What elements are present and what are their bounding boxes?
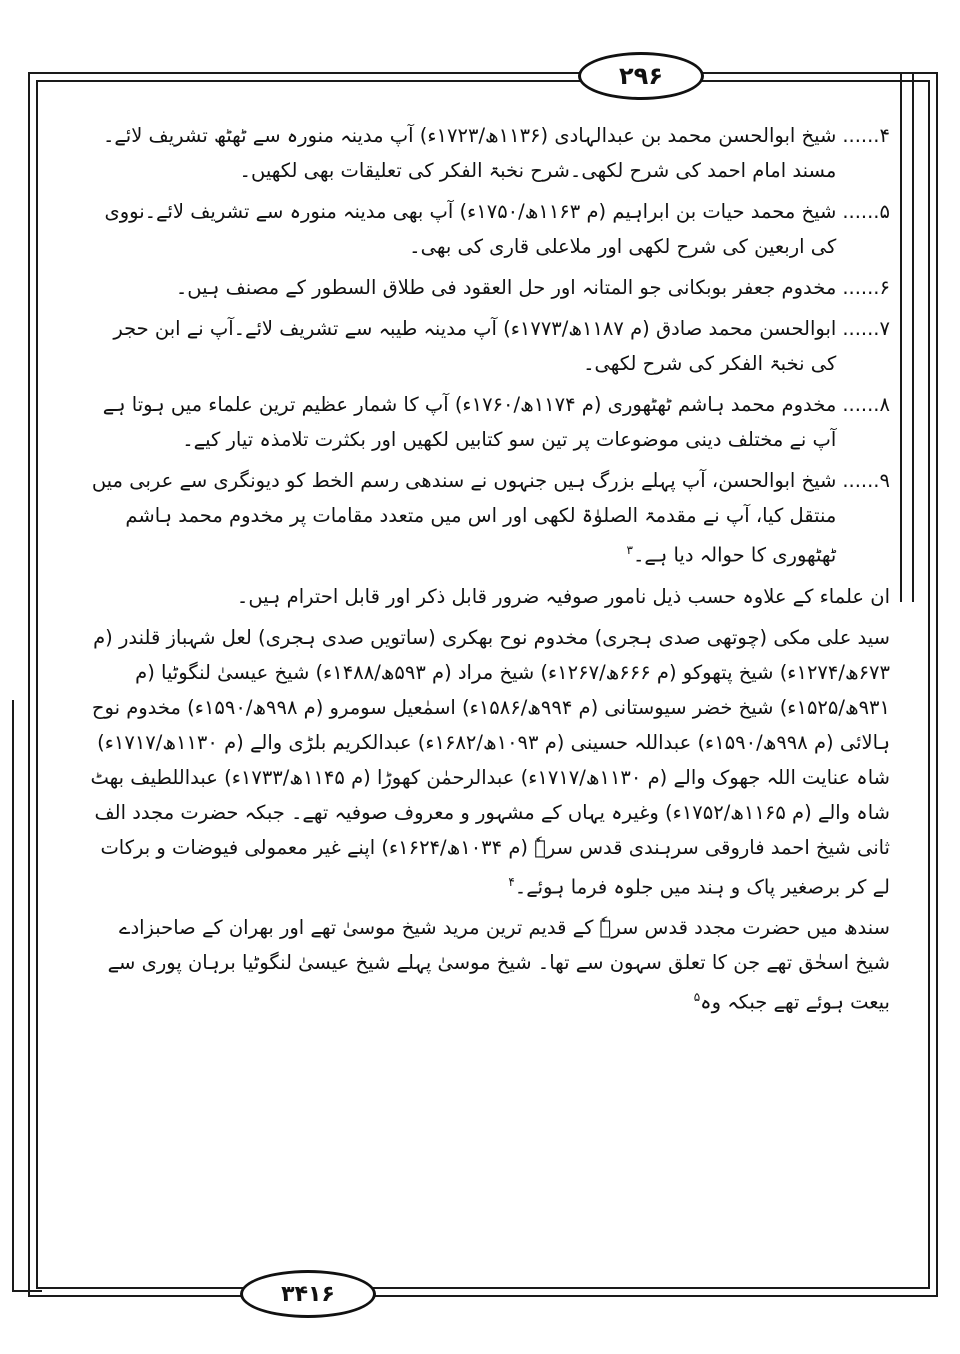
item-text: شیخ ابوالحسن محمد بن عبدالہادی (۱۱۳۶ھ/۱۷۲۳ء) آپ مدینہ منورہ سے ٹھٹھ تشریف لائے۔ مسند امام احمد کی شرح لکھی۔شرح نخبۃ الفکر کی تعلیقات بھی لکھیں۔: [102, 124, 837, 182]
item-number: ۶......: [842, 276, 890, 299]
intro-paragraph: ان علماء کے علاوہ حسب ذیل نامور صوفیہ ضرور قابل ذکر اور قابل احترام ہیں۔: [236, 584, 890, 608]
footnote-marker: ۵: [693, 990, 701, 1004]
item-text-wrap: [90, 463, 836, 573]
item-text: مخدوم جعفر بوبکانی جو المتانہ اور حل العقود فی طلاق السطور کے مصنف ہیں۔: [175, 276, 837, 299]
list-item: [90, 118, 890, 188]
right-rule-1: [900, 72, 902, 602]
page-body: [90, 118, 890, 1026]
sufis-paragraph: [90, 620, 890, 905]
list-item: [90, 194, 890, 264]
sindh-paragraph: [90, 910, 890, 1020]
list-item: [90, 387, 890, 457]
right-rule-2: [912, 72, 914, 602]
item-number: ۵......: [842, 200, 890, 223]
page-number-top: ۲۹۶: [578, 52, 704, 100]
item-number: ۸......: [842, 393, 890, 416]
paragraph-text: سندھ میں حضرت مجدد قدس سرہٗ کے قدیم ترین مرید شیخ موسیٰ تھے اور بھران کے صاحبزادے شیخ اسحٰق تھے جن کا تعلق سہون سے تھا۔ شیخ موسیٰ پہلے شیخ عیسیٰ لنگوٹیا برہان پوری سے بیعت ہوئے تھے جبکہ وہ: [107, 916, 890, 1014]
bottom-rule-1: [12, 1290, 42, 1292]
footnote-marker: ۳: [626, 543, 633, 557]
item-text: شیخ محمد حیات بن ابراہیم (م ۱۱۶۳ھ/۱۷۵۰ء) آپ بھی مدینہ منورہ سے تشریف لائے۔نووی کی اربعین کی شرح لکھی اور ملاعلی قاری کی بھی۔: [104, 200, 837, 258]
item-number: ۷......: [842, 317, 890, 340]
item-text: ابوالحسن محمد صادق (م ۱۱۸۷ھ/۱۷۷۳ء) آپ مدینہ طیبہ سے تشریف لائے۔آپ نے ابن حجر کی نخبۃ الفکر کی شرح لکھی۔: [113, 317, 837, 375]
list-item: [90, 270, 890, 305]
item-text: مخدوم محمد ہاشم ٹھٹھوری (م ۱۱۷۴ھ/۱۷۶۰ء) آپ کا شمار عظیم ترین علماء میں ہوتا ہے آپ نے مختلف دینی موضوعات پر تین سو کتابیں لکھیں اور بکثرت تلامذہ تیار کیے۔: [102, 393, 837, 451]
page-number-bottom: ۳۴۱۶: [240, 1270, 376, 1318]
left-rule-1: [12, 700, 14, 1290]
item-text: شیخ ابوالحسن، آپ پہلے بزرگ ہیں جنہوں نے سندھی رسم الخط کو دیونگری سے عربی میں منتقل کیا، آپ نے مقدمۃ الصلوٰۃ لکھی اور اس میں متعدد مقامات پر مخدوم محمد ہاشم ٹھٹھوری کا حوالہ دیا ہے۔: [91, 469, 837, 567]
footnote-marker: ۴: [508, 874, 515, 889]
paragraph-text: سید علی مکی (چوتھی صدی ہجری) مخدوم نوح بھکری (ساتویں صدی ہجری) لعل شہباز قلندر (م ۶۷۳ھ/۱۲۷۴ء) شیخ پتھوکو (م ۶۶۶ھ/۱۲۶۷ء) شیخ مراد (م ۵۹۳ھ/۱۴۸۸ء) شیخ عیسیٰ لنگوٹیا (م ۹۳۱ھ/۱۵۲۵ء) شیخ خضر سیوستانی (م ۹۹۴ھ/۱۵۸۶ء) اسمٰعیل سومرو (م ۹۹۸ھ/۱۵۹۰ء) مخدوم نوح ہالائی (م ۹۹۸ھ/۱۵۹۰ء) عبداللہ حسینی (م ۱۰۹۳ھ/۱۶۸۲ء) عبدالکریم بلڑی والے (م ۱۱۳۰ھ/۱۷۱۷ء) شاہ عنایت اللہ جھوک والے (م ۱۱۳۰ھ/۱۷۱۷ء) عبدالرحمٰن کھوڑا (م ۱۱۴۵ھ/۱۷۳۳ء) عبداللطیف بھٹ شاہ والے (م ۱۱۶۵ھ/۱۷۵۲ء) وغیرہ یہاں کے مشہور و معروف صوفیہ تھے۔ جبکہ حضرت مجدد الف ثانی شیخ احمد فاروقی سرہندی قدس سرہٗ (م ۱۰۳۴ھ/۱۶۲۴ء) اپنے غیر معمولی فیوضات و برکات لے کر برصغیر پاک و ہند میں جلوہ فرما ہوئے۔: [90, 625, 890, 898]
list-item: [90, 463, 890, 573]
item-number: ۴......: [842, 124, 890, 147]
item-number: ۹......: [842, 469, 890, 492]
list-item: [90, 311, 890, 381]
